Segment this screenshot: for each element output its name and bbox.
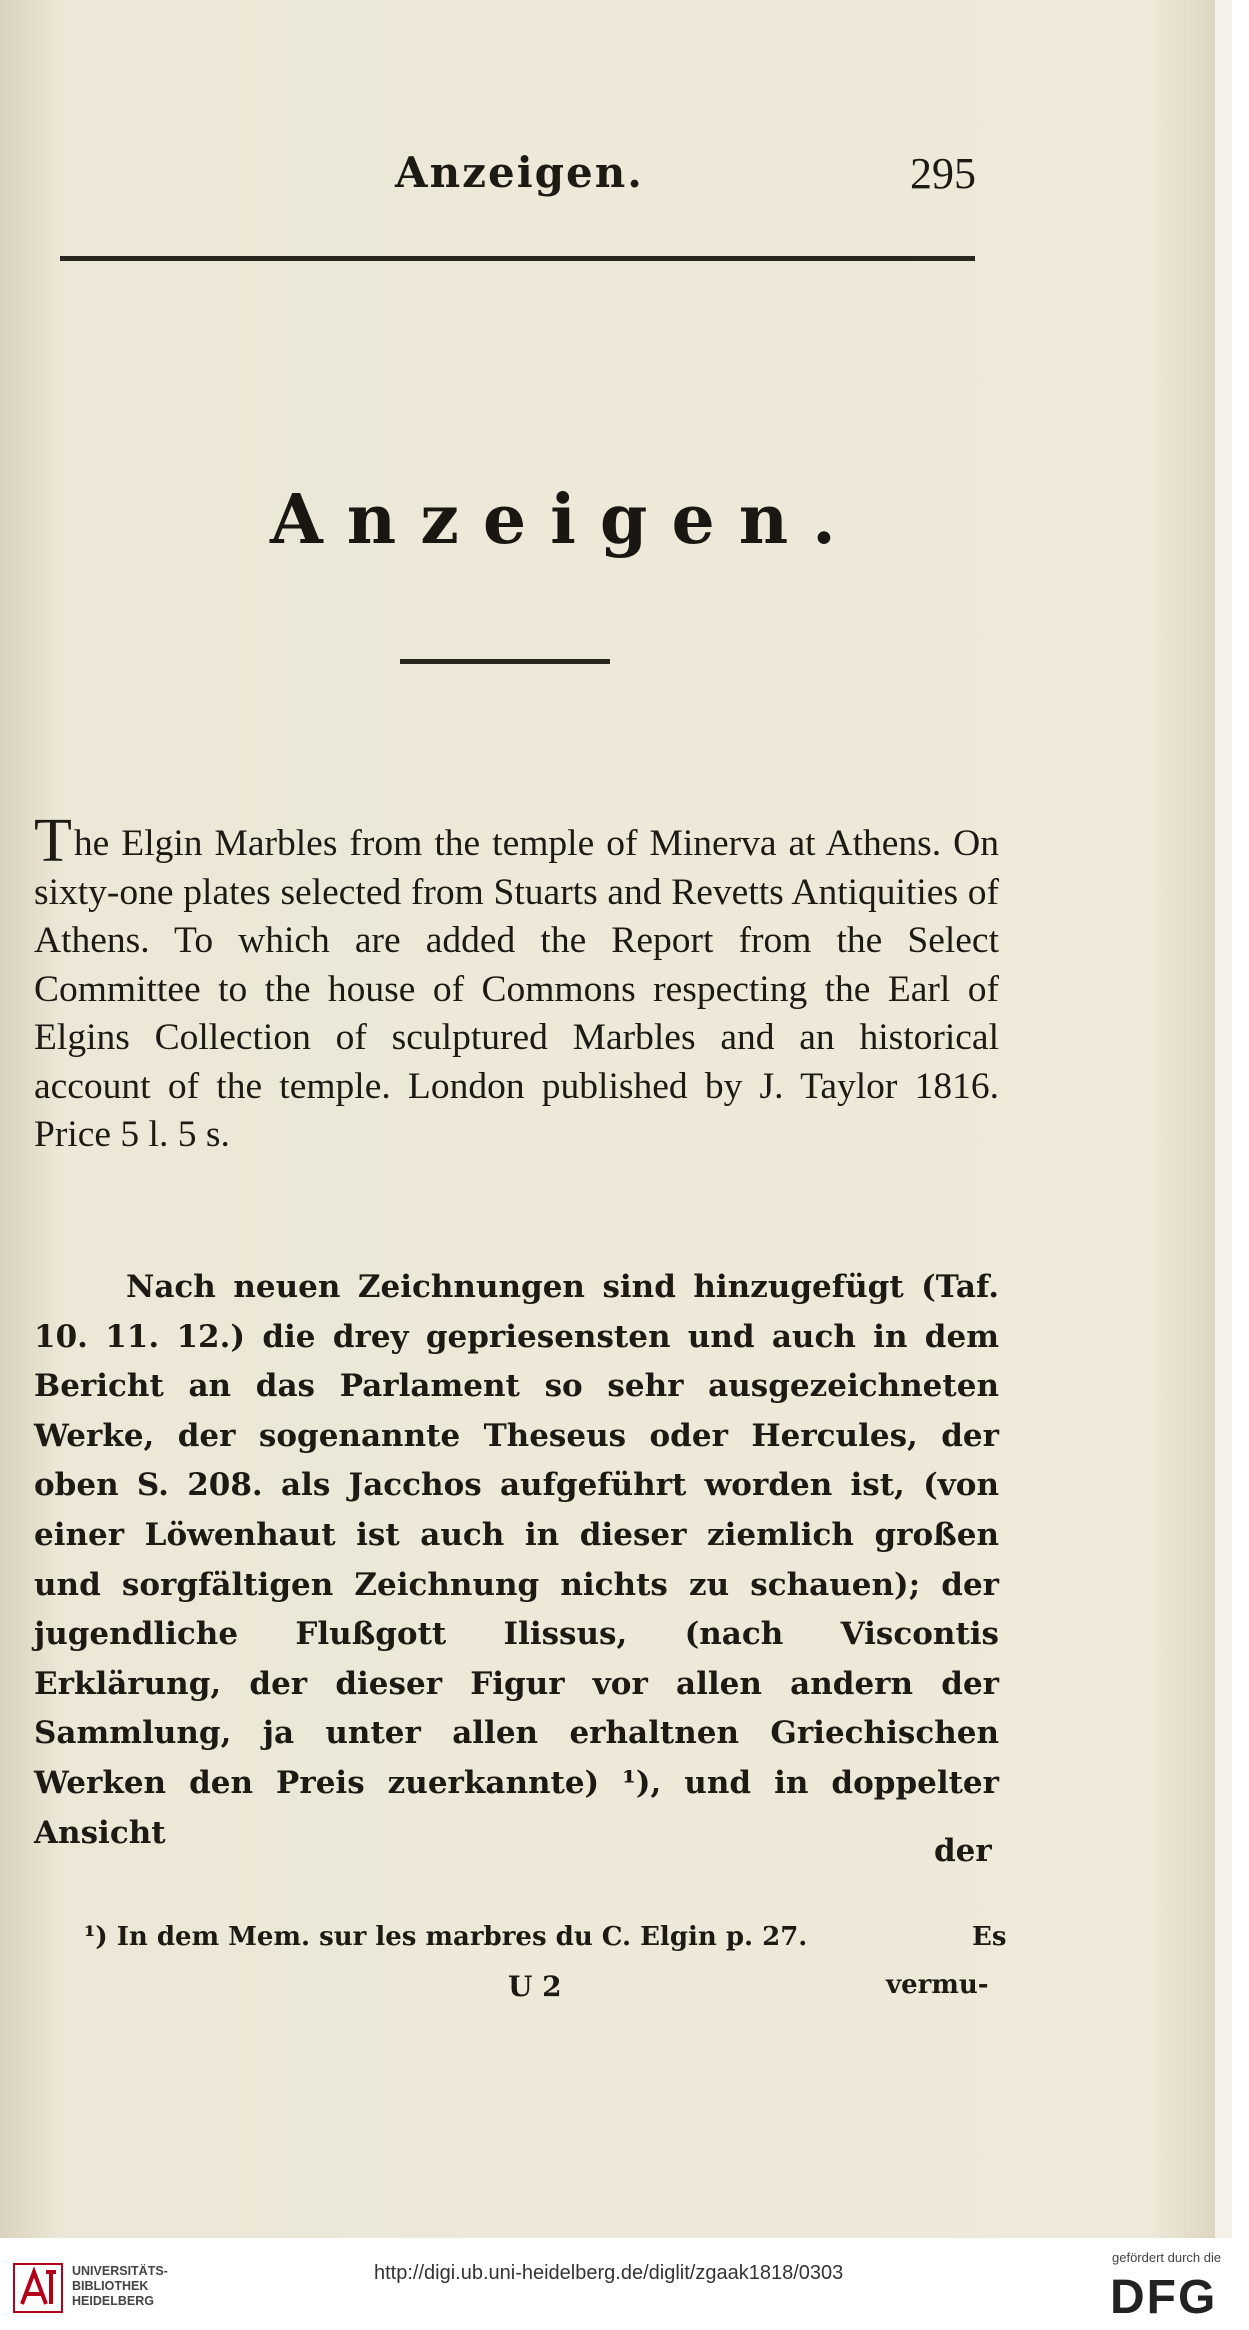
review-paragraph: Nach neuen Zeichnungen sind hinzugefügt (Taf. 10. 11. 12.) die drey gepriesensten und auch in dem Bericht an das Parlament so sehr ausgezeichneten Werke, der sogenannte Theseus oder Hercules, der oben S. 208. als Jacchos aufgeführt worden ist, (von einer Löwenhaut ist auch in dieser ziemlich großen und sorgfältigen Zeichnung nichts zu schauen); der jugendliche Flußgott Ilissus, (nach Viscontis Erklärung, der dieser Figur vor allen andern der Sammlung, ja unter allen erhaltnen Griechischen Werken den Preis zuerkannte) ¹), und in doppelter Ansicht (34, 1269, 999, 1851)
page-number: 295 (910, 149, 976, 198)
running-head: Anzeigen. (395, 148, 644, 197)
dfg-logo[interactable]: DFG (1110, 2271, 1218, 2324)
funding-note: gefördert durch die (1112, 2250, 1222, 2265)
page-edge (1215, 0, 1232, 2238)
signature-mark: U 2 (508, 1970, 562, 2003)
library-logo-icon (12, 2260, 64, 2316)
english-title-text: he Elgin Marbles from the temple of Minerva at Athens. On sixty-one plates selected from Stuarts and Revetts Antiquities of Athens. To which are added the Report from the Select Committee to the house of Commons respecting the Earl of Elgins Collection of sculptured Marbles and an historical account of the temple. London published by J. Taylor 1816. Price 5 l. 5 s. (34, 823, 999, 1155)
permalink[interactable]: http://digi.ub.uni-heidelberg.de/diglit/zgaak1818/0303 (374, 2262, 844, 2284)
library-name: UNIVERSITÄTS- BIBLIOTHEK HEIDELBERG (72, 2264, 168, 2308)
catchword: der (934, 1833, 992, 1869)
library-logo-group[interactable] (12, 2260, 202, 2320)
english-title-entry (34, 807, 999, 1160)
footer-catchword: vermu- (886, 1970, 989, 2000)
section-title: Anzeigen. (270, 480, 860, 560)
header-rule (60, 256, 975, 261)
footnote-continuation: Es (972, 1922, 1007, 1952)
title-rule (400, 659, 610, 664)
dropcap: T (34, 807, 72, 875)
footnote: ¹) In dem Mem. sur les marbres du C. Elgin p. 27. (84, 1922, 808, 1952)
